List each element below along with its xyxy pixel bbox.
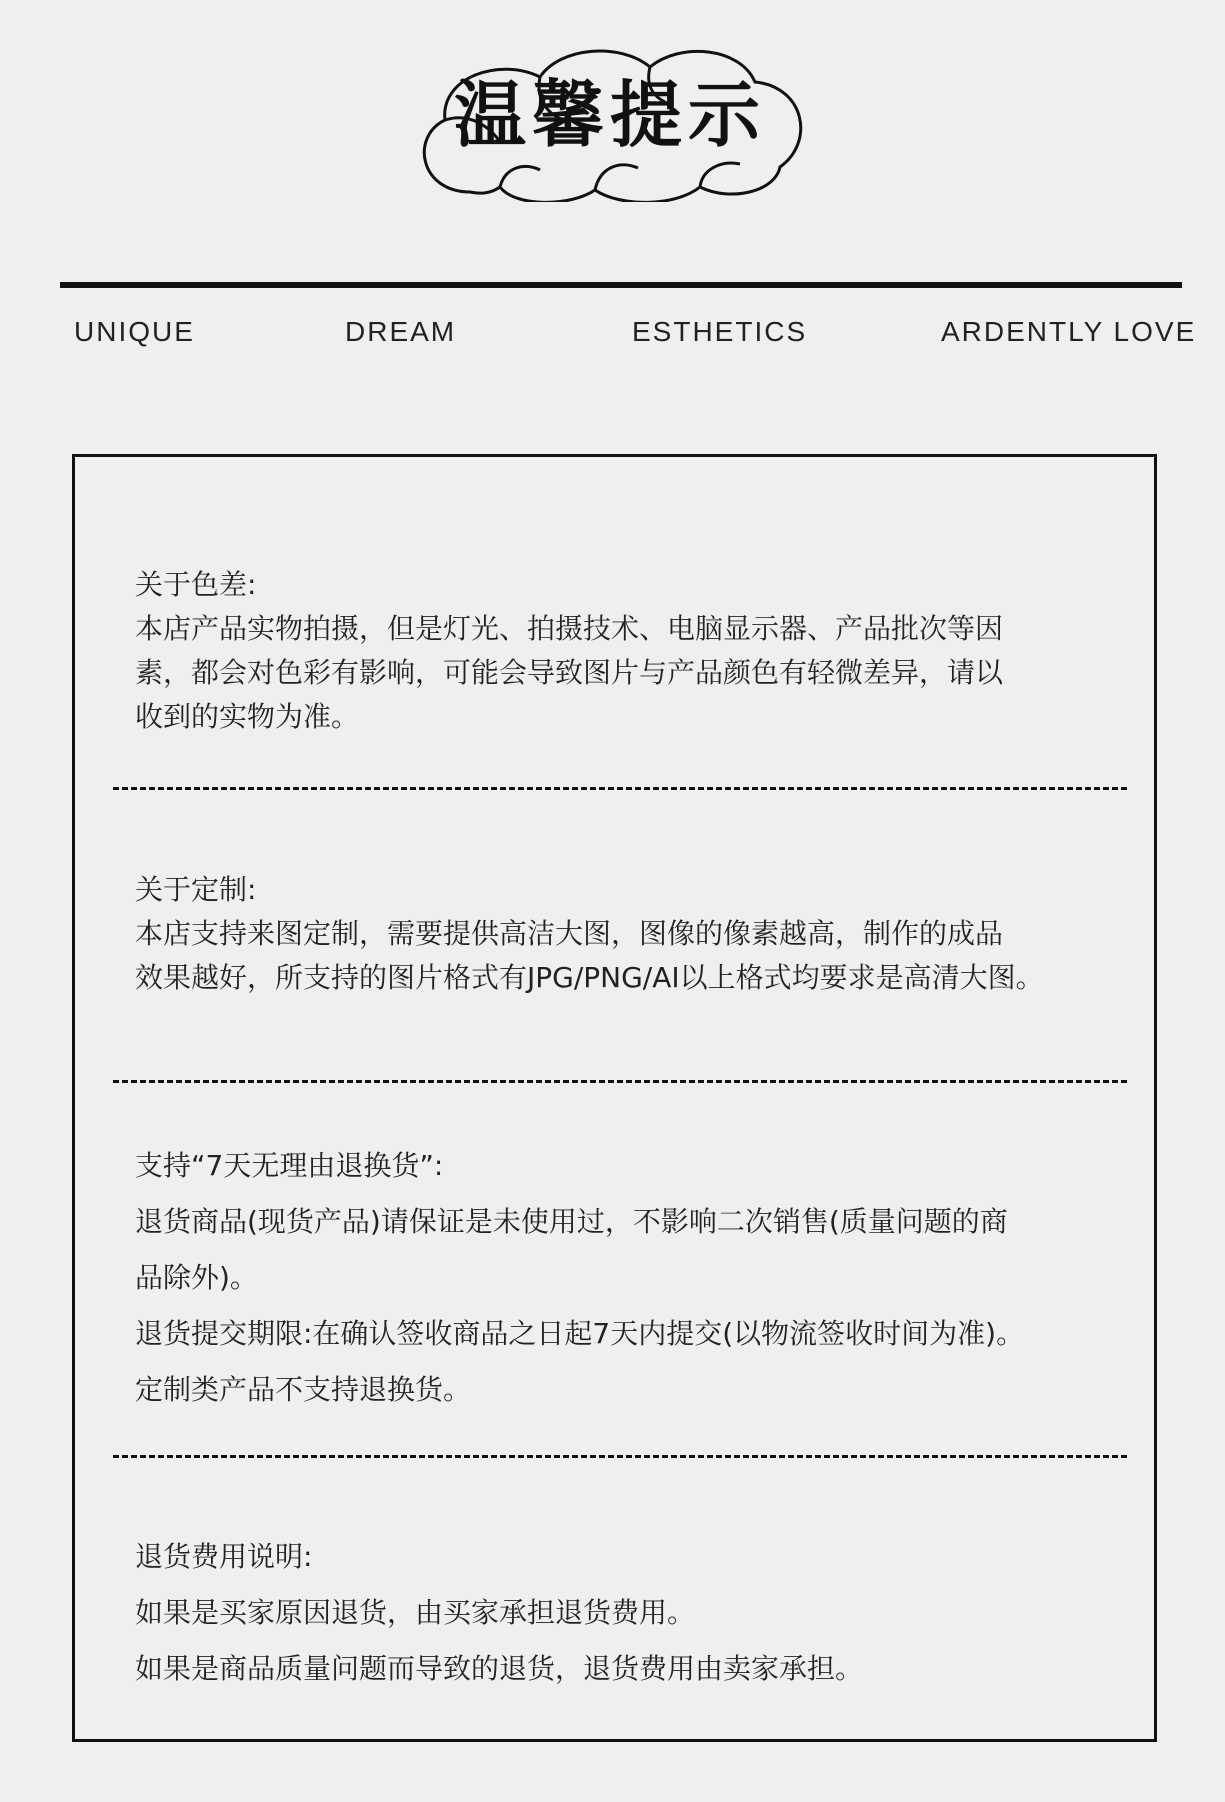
section-line: 本店支持来图定制，需要提供高洁大图，图像的像素越高，制作的成品: [135, 917, 1004, 950]
section-line: 效果越好，所支持的图片格式有JPG/PNG/AI以上格式均要求是高清大图。: [135, 961, 1044, 994]
section-heading: 关于色差:: [135, 568, 257, 601]
section-line: 定制类产品不支持退换货。: [135, 1373, 472, 1406]
section-divider: [113, 1080, 1127, 1083]
section-line: 退货提交期限:在确认签收商品之日起7天内提交(以物流签收时间为准)。: [135, 1317, 1025, 1350]
section-return-fee: [135, 1529, 1135, 1697]
tagline-esthetics: ESTHETICS: [632, 316, 808, 347]
section-heading: 退货费用说明:: [135, 1540, 313, 1573]
section-line: 如果是商品质量问题而导致的退货，退货费用由卖家承担。: [135, 1652, 864, 1685]
section-heading: 支持“7天无理由退换货”:: [135, 1149, 444, 1182]
tagline-dream: DREAM: [345, 316, 457, 347]
section-seven-day-return: [135, 1138, 1135, 1418]
section-divider: [113, 1455, 1127, 1458]
section-heading: 关于定制:: [135, 873, 257, 906]
section-line: 本店产品实物拍摄，但是灯光、拍摄技术、电脑显示器、产品批次等因: [135, 612, 1004, 645]
tagline-ardently-love: ARDENTLY LOVE: [941, 316, 1197, 347]
tagline-unique: UNIQUE: [74, 316, 195, 347]
top-divider: [60, 282, 1182, 288]
section-customization: [135, 868, 1135, 1000]
section-line: 素，都会对色彩有影响，可能会导致图片与产品颜色有轻微差异，请以: [135, 656, 1004, 689]
section-divider: [113, 787, 1127, 790]
section-line: 收到的实物为准。: [135, 700, 360, 733]
notice-box: [72, 454, 1157, 1742]
page-title: 温馨提示: [453, 73, 766, 157]
section-line: 如果是买家原因退货，由买家承担退货费用。: [135, 1596, 696, 1629]
section-color-difference: [135, 563, 1135, 739]
section-line: 品除外)。: [135, 1261, 258, 1294]
section-line: 退货商品(现货产品)请保证是未使用过，不影响二次销售(质量问题的商: [135, 1205, 1008, 1238]
